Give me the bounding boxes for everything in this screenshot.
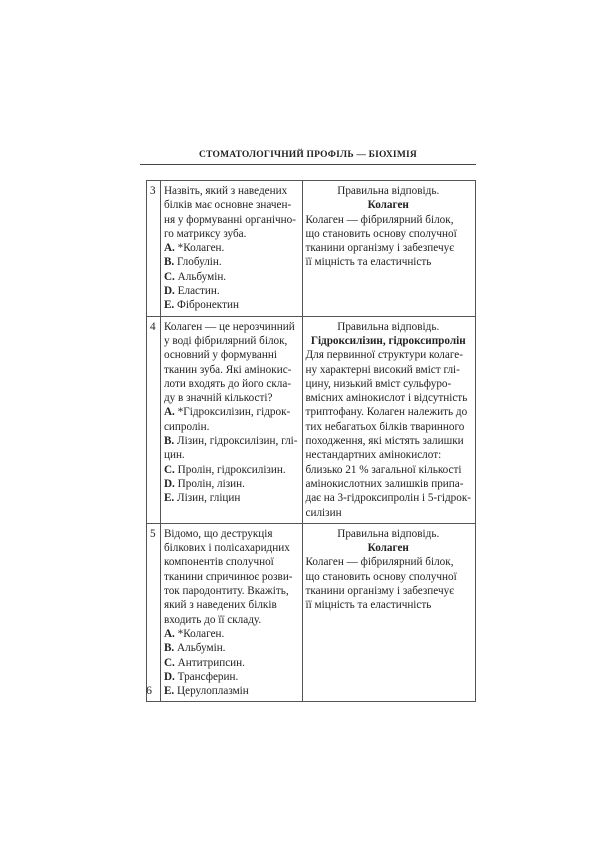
question-line: компонентів сполучної	[163, 556, 274, 569]
option-letter: B.	[163, 256, 175, 269]
explanation-line: що становить основу сполучної	[305, 570, 457, 583]
option-text: Пролін, гідроксилізин.	[177, 463, 286, 476]
option-text: Альбумін.	[177, 270, 227, 283]
option-text: Пролін, лізин.	[177, 477, 245, 490]
explanation-line: амінокислотних залишків припа-	[305, 477, 464, 490]
question-number: 4	[147, 316, 161, 523]
answer-option	[164, 491, 298, 505]
running-head: СТОМАТОЛОГІЧНИЙ ПРОФІЛЬ — БІОХІМІЯ	[199, 150, 417, 160]
explanation-line: Колаген — фібрилярний білок,	[305, 556, 454, 569]
explanation-line: нестандартних амінокислот:	[305, 449, 442, 462]
question-line: основний у формуванні	[163, 349, 277, 362]
answer-option	[164, 255, 298, 269]
explanation-line: цину, низький вміст сульфуро-	[305, 377, 452, 390]
option-letter: D.	[163, 477, 175, 490]
question-line: який з наведених білків	[163, 599, 277, 612]
answer-option	[164, 434, 298, 448]
explanation-line: ну характерні високий вміст глі-	[305, 363, 460, 376]
question-line: лоти входять до його скла-	[163, 377, 292, 390]
answer-option	[164, 656, 298, 670]
question-line: ду в значній кількості?	[163, 392, 273, 405]
answer-title: Колаген	[367, 542, 409, 555]
explanation-line: що становить основу сполучної	[305, 227, 457, 240]
answer-option	[164, 270, 298, 284]
answer-title: Колаген	[367, 199, 409, 212]
option-letter: D.	[163, 670, 175, 683]
option-letter: C.	[163, 270, 175, 283]
question-line: тканин зуба. Які амінокис-	[163, 363, 292, 376]
option-text: Трансферин.	[177, 670, 239, 683]
explanation-line: Для первинної структури колаге-	[305, 349, 463, 362]
option-text: *Гідроксилізин, гідрок-	[177, 406, 291, 419]
option-letter: A.	[163, 406, 175, 419]
question-line: Назвіть, який з наведених	[163, 185, 288, 197]
question-line: ток пародонтиту. Вкажіть,	[163, 585, 289, 598]
answer-option	[164, 241, 298, 255]
answer-label: Правильна відповідь.	[337, 185, 440, 197]
option-text: Альбумін.	[177, 642, 226, 655]
option-letter: B.	[163, 642, 175, 655]
option-text: *Колаген.	[177, 242, 225, 255]
answer-option	[164, 627, 298, 641]
option-letter: C.	[163, 463, 175, 476]
explanation-line: походження, які містять залишки	[305, 435, 464, 448]
option-text: Глобулін.	[177, 256, 222, 269]
question-line: у воді фібрилярний білок,	[163, 334, 288, 347]
explanation-line: тканини організму і забезпечує	[305, 585, 455, 598]
explanation-line: дає на 3-гідроксипролін і 5-гідрок-	[305, 492, 471, 505]
question-number: 3	[147, 181, 161, 317]
answer-option	[164, 463, 298, 477]
answer-option	[164, 298, 298, 312]
option-letter: C.	[163, 656, 175, 669]
answer-label: Правильна відповідь.	[337, 320, 440, 333]
option-text: *Колаген.	[177, 627, 225, 640]
answer-cell	[302, 523, 475, 702]
answer-cell	[302, 181, 475, 317]
answer-title: Гідроксилізин, гідроксипролін	[310, 334, 466, 347]
explanation-line: силізин	[305, 506, 342, 519]
answer-option	[164, 684, 298, 698]
question-line: Відомо, що деструкція	[163, 527, 273, 540]
question-line: го матриксу зуба.	[163, 227, 247, 240]
explanation-line: Колаген — фібрилярний білок,	[305, 213, 454, 226]
option-continuation: цин.	[163, 449, 185, 462]
explanation-line: її міцність та еластичність	[305, 599, 432, 612]
option-letter: E.	[163, 492, 175, 505]
answer-option	[164, 641, 298, 655]
question-number: 5	[147, 523, 161, 702]
option-continuation: сипролін.	[163, 420, 210, 433]
answer-option	[164, 670, 298, 684]
answer-cell	[302, 316, 475, 523]
option-letter: E.	[163, 299, 175, 312]
explanation-line: тих небагатьох білків тваринного	[305, 420, 465, 433]
question-cell	[160, 181, 302, 317]
question-line: ня у формуванні органічно-	[163, 213, 296, 226]
explanation-line: тканини організму і забезпечує	[305, 242, 455, 255]
option-text: Антитрипсин.	[177, 656, 245, 669]
question-cell	[160, 316, 302, 523]
explanation-line: її міцність та еластичність	[305, 256, 432, 269]
table-row	[147, 181, 476, 317]
option-letter: E.	[163, 685, 175, 698]
option-letter: A.	[163, 627, 175, 640]
question-line: входить до її складу.	[163, 613, 262, 626]
answer-option	[164, 405, 298, 419]
question-line: тканини спричинює розви-	[163, 570, 293, 583]
option-letter: D.	[163, 285, 175, 298]
option-letter: B.	[163, 435, 175, 448]
explanation-line: триптофану. Колаген належить до	[305, 406, 468, 419]
option-text: Лізин, гідроксилізин, глі-	[177, 435, 298, 448]
explanation-line: вмісних амінокислот і відсутність	[305, 392, 468, 405]
question-line: білкових і полісахаридних	[163, 542, 290, 555]
explanation-line: близько 21 % загальної кількості	[305, 463, 462, 476]
header-rule	[140, 164, 476, 165]
answer-label: Правильна відповідь.	[337, 527, 440, 540]
questions-table	[146, 180, 476, 702]
option-text: Фібронектин	[177, 299, 239, 312]
option-text: Лізин, гліцин	[177, 492, 241, 505]
question-line: Колаген — це нерозчинний	[163, 320, 295, 333]
page-number: 6	[146, 683, 152, 697]
question-line: білків має основне значен-	[163, 199, 292, 212]
option-text: Церулоплазмін	[177, 685, 249, 698]
table-row	[147, 523, 476, 702]
answer-option	[164, 477, 298, 491]
option-letter: A.	[163, 242, 175, 255]
answer-option	[164, 284, 298, 298]
question-cell	[160, 523, 302, 702]
option-text: Еластин.	[177, 285, 220, 298]
table-row	[147, 316, 476, 523]
